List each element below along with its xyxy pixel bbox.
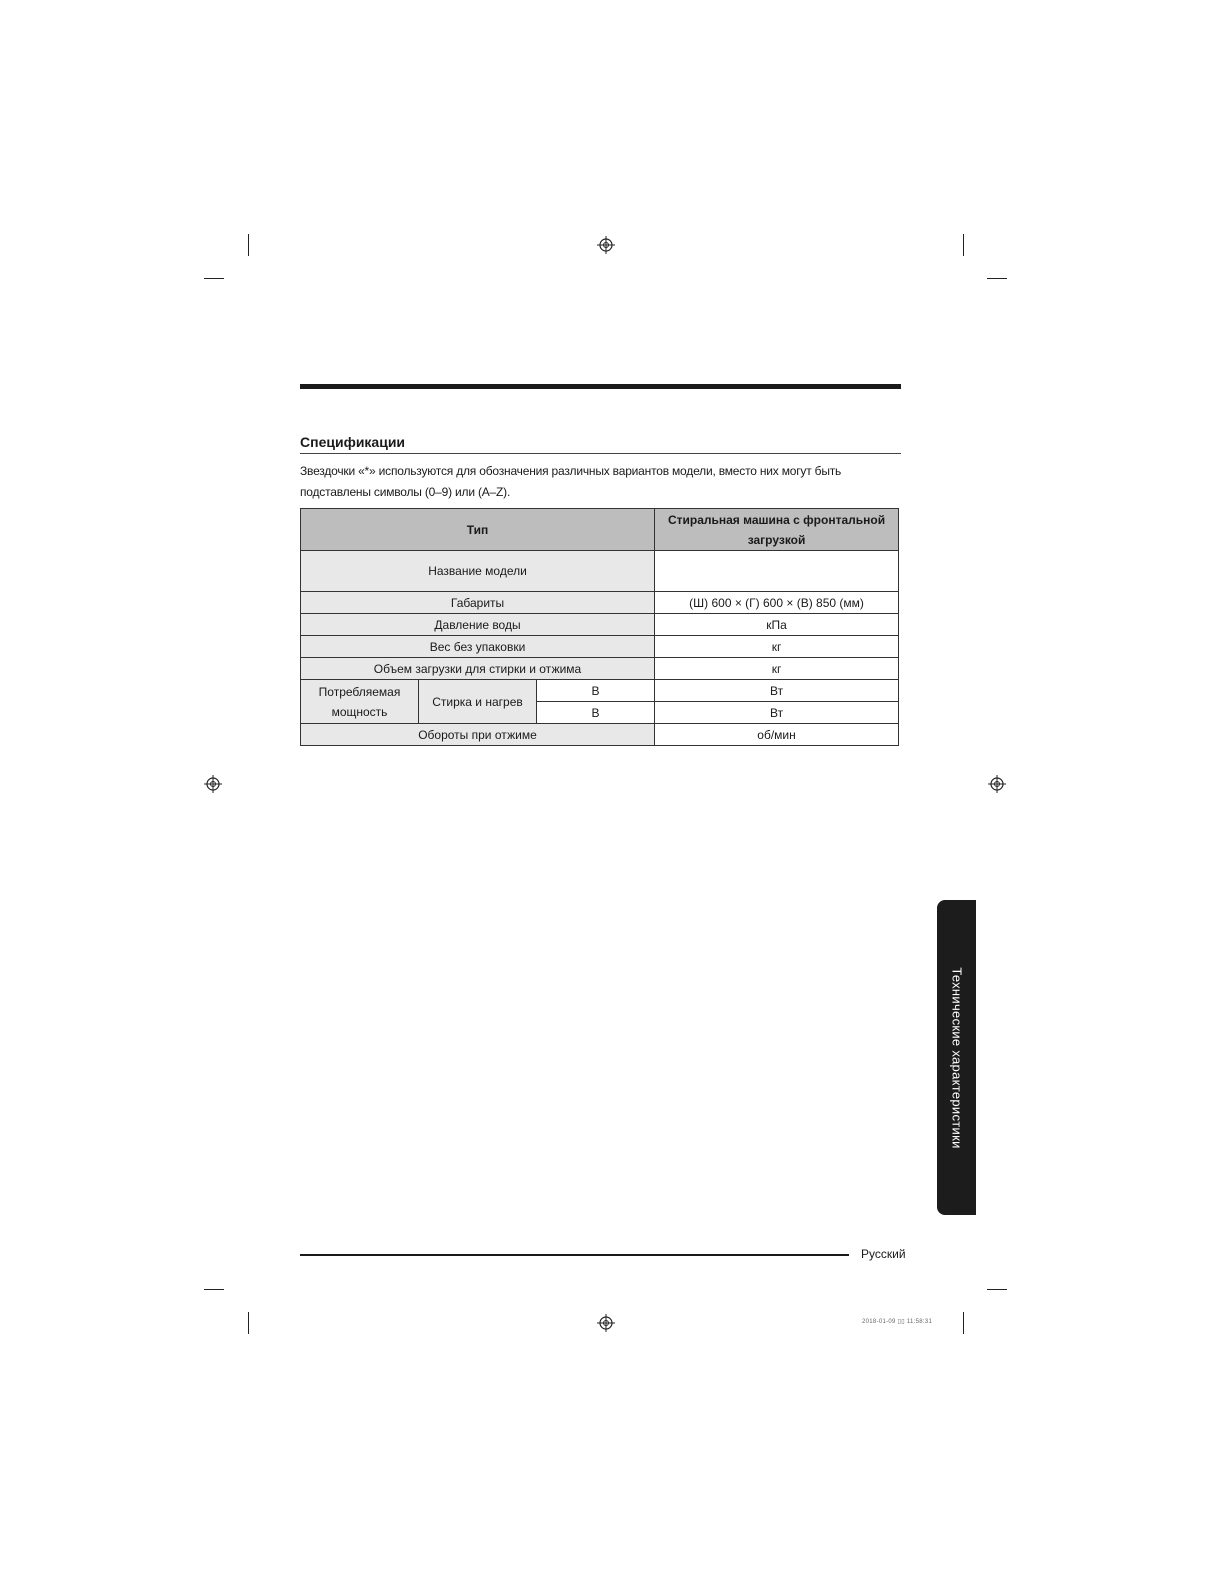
crop-mark	[987, 278, 1007, 279]
intro-paragraph: Звездочки «*» используются для обозначения различных вариантов модели, вместо них могут быть подставлены символы (0–9) или (A–Z).	[300, 464, 842, 499]
crop-mark	[248, 1312, 249, 1334]
type-value: Стиральная машина с фронтальной загрузкой	[655, 509, 899, 551]
model-value	[655, 551, 899, 592]
dimensions-value: (Ш) 600 × (Г) 600 × (В) 850 (мм)	[655, 592, 899, 614]
power-sub-label: Стирка и нагрев	[419, 680, 537, 724]
registration-mark-icon	[988, 775, 1006, 793]
table-row	[301, 614, 899, 636]
power-value: Вт	[655, 702, 899, 724]
pressure-value: кПа	[655, 614, 899, 636]
spin-label: Обороты при отжиме	[301, 724, 655, 746]
voltage-value: В	[537, 702, 655, 724]
crop-mark	[963, 1312, 964, 1334]
crop-mark	[963, 234, 964, 256]
footer-rule	[300, 1254, 849, 1256]
table-row	[301, 680, 899, 702]
table-row	[301, 636, 899, 658]
table-row	[301, 658, 899, 680]
voltage-value: В	[537, 680, 655, 702]
dimensions-label: Габариты	[301, 592, 655, 614]
print-stamp: 2018-01-09 ▯▯ 11:58:31	[862, 1319, 933, 1325]
spec-table	[300, 508, 899, 746]
spin-value: об/мин	[655, 724, 899, 746]
registration-mark-icon	[597, 1314, 615, 1332]
table-row	[301, 509, 899, 551]
chapter-side-tab-label: Технические характеристики	[949, 966, 964, 1149]
registration-mark-icon	[597, 236, 615, 254]
weight-label: Вес без упаковки	[301, 636, 655, 658]
registration-mark-icon	[204, 775, 222, 793]
section-title: Спецификации	[300, 434, 901, 454]
model-label: Название модели	[301, 551, 655, 592]
table-row	[301, 551, 899, 592]
load-label: Объем загрузки для стирки и отжима	[301, 658, 655, 680]
weight-value: кг	[655, 636, 899, 658]
pressure-label: Давление воды	[301, 614, 655, 636]
chapter-side-tab	[937, 900, 976, 1215]
crop-mark	[987, 1289, 1007, 1290]
power-label: Потребляемая мощность	[301, 680, 419, 724]
load-value: кг	[655, 658, 899, 680]
power-value: Вт	[655, 680, 899, 702]
header-rule	[300, 384, 901, 389]
language-label: Русский	[861, 1247, 906, 1261]
table-row	[301, 592, 899, 614]
crop-mark	[248, 234, 249, 256]
table-row	[301, 724, 899, 746]
type-header: Тип	[301, 509, 655, 551]
crop-mark	[204, 1289, 224, 1290]
crop-mark	[204, 278, 224, 279]
